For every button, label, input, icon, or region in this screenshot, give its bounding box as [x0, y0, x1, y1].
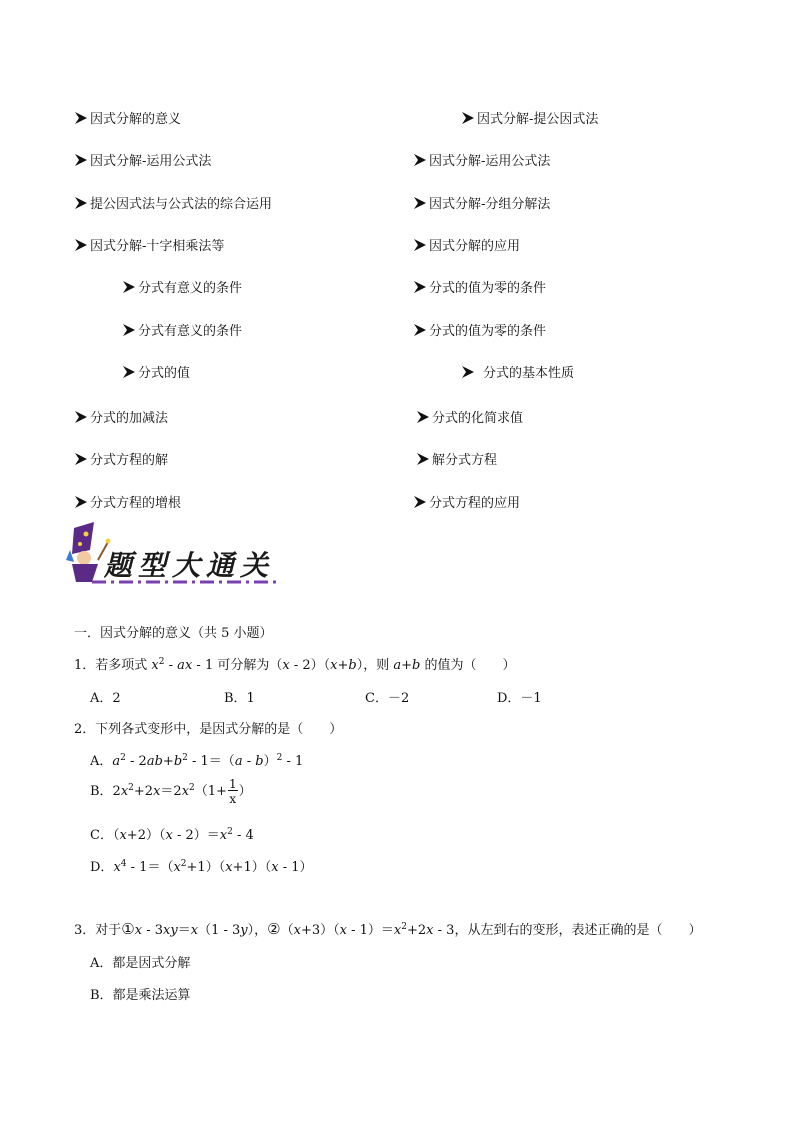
topic-label: 分式方程的增根: [90, 496, 182, 511]
topic-label: 解分式方程: [432, 453, 498, 468]
arrow-icon: [413, 238, 427, 252]
section-title: 一．因式分解的意义（共 5 小题）: [74, 626, 273, 641]
section-banner: [64, 520, 294, 590]
arrow-icon: [74, 111, 88, 125]
arrow-icon: [461, 111, 475, 125]
topic-label: 因式分解-提公因式法: [477, 112, 599, 127]
topic-item: [122, 362, 190, 381]
question-2: 2．下列各式变形中，是因式分解的是（ ）: [74, 722, 343, 737]
topic-label: 分式的加减法: [90, 411, 169, 426]
topic-label: 分式方程的应用: [429, 496, 521, 511]
topic-item: [74, 235, 224, 254]
arrow-icon: [74, 452, 88, 466]
q1-option-c: C．－2: [365, 691, 410, 706]
topic-item: [413, 150, 550, 169]
arrow-icon: [413, 196, 427, 210]
q2-option-b: B．$2x^2+2x=2x^2(1+$ $\frac{1}{x}$ ）: [90, 777, 252, 806]
arrow-icon: [74, 410, 88, 424]
arrow-icon: [122, 280, 136, 294]
topic-label: 因式分解-分组分解法: [429, 197, 551, 212]
topic-item: [122, 277, 242, 296]
arrow-icon: [413, 495, 427, 509]
arrow-icon: [74, 196, 88, 210]
arrow-icon: [413, 153, 427, 167]
arrow-icon: [413, 323, 427, 337]
topic-item: [74, 492, 181, 511]
topic-item: [416, 407, 523, 426]
topic-label: 因式分解的应用: [429, 239, 521, 254]
topic-item: [461, 362, 574, 381]
arrow-icon: [122, 323, 136, 337]
topic-item: [413, 492, 520, 511]
topic-item: [74, 449, 168, 468]
q2-option-c: C．$(x+2)(x - 2)=x^2 - 4$: [90, 827, 254, 843]
topic-item: [122, 320, 242, 339]
topic-label: 因式分解-运用公式法: [90, 154, 212, 169]
question-1: 1．若多项式 $x^2$ - ax - 1 可分解为（x - 2）（x+b），则 a+b 的值为（ ）: [74, 657, 516, 673]
arrow-icon: [461, 365, 475, 379]
topic-label: 分式的化简求值: [432, 411, 524, 426]
topic-item: [74, 150, 211, 169]
q2-option-d: D．$x^4 - 1=(x^2+1)(x+1)(x - 1)$: [90, 859, 313, 875]
question-3: 3．对于①x - 3xy＝x（1 - 3y），②（x+3）（x - $1)=x^2+2x - 3$，从左到右的变形，表述正确的是（ ）: [74, 920, 702, 938]
q3-option-a: A．都是因式分解: [90, 956, 191, 971]
topic-item: [413, 193, 550, 212]
arrow-icon: [74, 495, 88, 509]
topic-item: [74, 193, 272, 212]
topic-item: [461, 108, 598, 127]
arrow-icon: [416, 452, 430, 466]
topic-label: 分式的值为零的条件: [429, 324, 547, 339]
q2-option-a: A．$a^2 - 2ab+b^2 - 1=(a - b)^2 - 1$: [90, 753, 304, 769]
q1-option-a: A．2: [90, 691, 121, 706]
topic-label: 分式的值: [138, 366, 191, 381]
q3-option-b: B．都是乘法运算: [90, 988, 191, 1003]
fraction: $\frac{1}{x}$: [228, 777, 237, 806]
topic-item: [413, 320, 546, 339]
arrow-icon: [416, 410, 430, 424]
topic-label: 分式有意义的条件: [138, 324, 243, 339]
topic-label: 因式分解的意义: [90, 112, 182, 127]
topic-item: [74, 407, 168, 426]
arrow-icon: [122, 365, 136, 379]
topic-label: 分式有意义的条件: [138, 281, 243, 296]
topic-label: 因式分解-运用公式法: [429, 154, 551, 169]
arrow-icon: [413, 280, 427, 294]
arrow-icon: [74, 153, 88, 167]
topic-item: [74, 108, 181, 127]
topic-item: [413, 235, 520, 254]
topic-label: 提公因式法与公式法的综合运用: [90, 197, 273, 212]
q1-option-b: B．1: [224, 691, 255, 706]
topic-label: 分式的值为零的条件: [429, 281, 547, 296]
topic-label: 因式分解-十字相乘法等: [90, 239, 225, 254]
topic-item: [413, 277, 546, 296]
topic-label: 分式的基本性质: [483, 366, 575, 381]
q1-option-d: D．－1: [497, 691, 542, 706]
topic-item: [416, 449, 497, 468]
banner-title: 题型大通关: [104, 549, 275, 582]
topic-label: 分式方程的解: [90, 453, 169, 468]
arrow-icon: [74, 238, 88, 252]
